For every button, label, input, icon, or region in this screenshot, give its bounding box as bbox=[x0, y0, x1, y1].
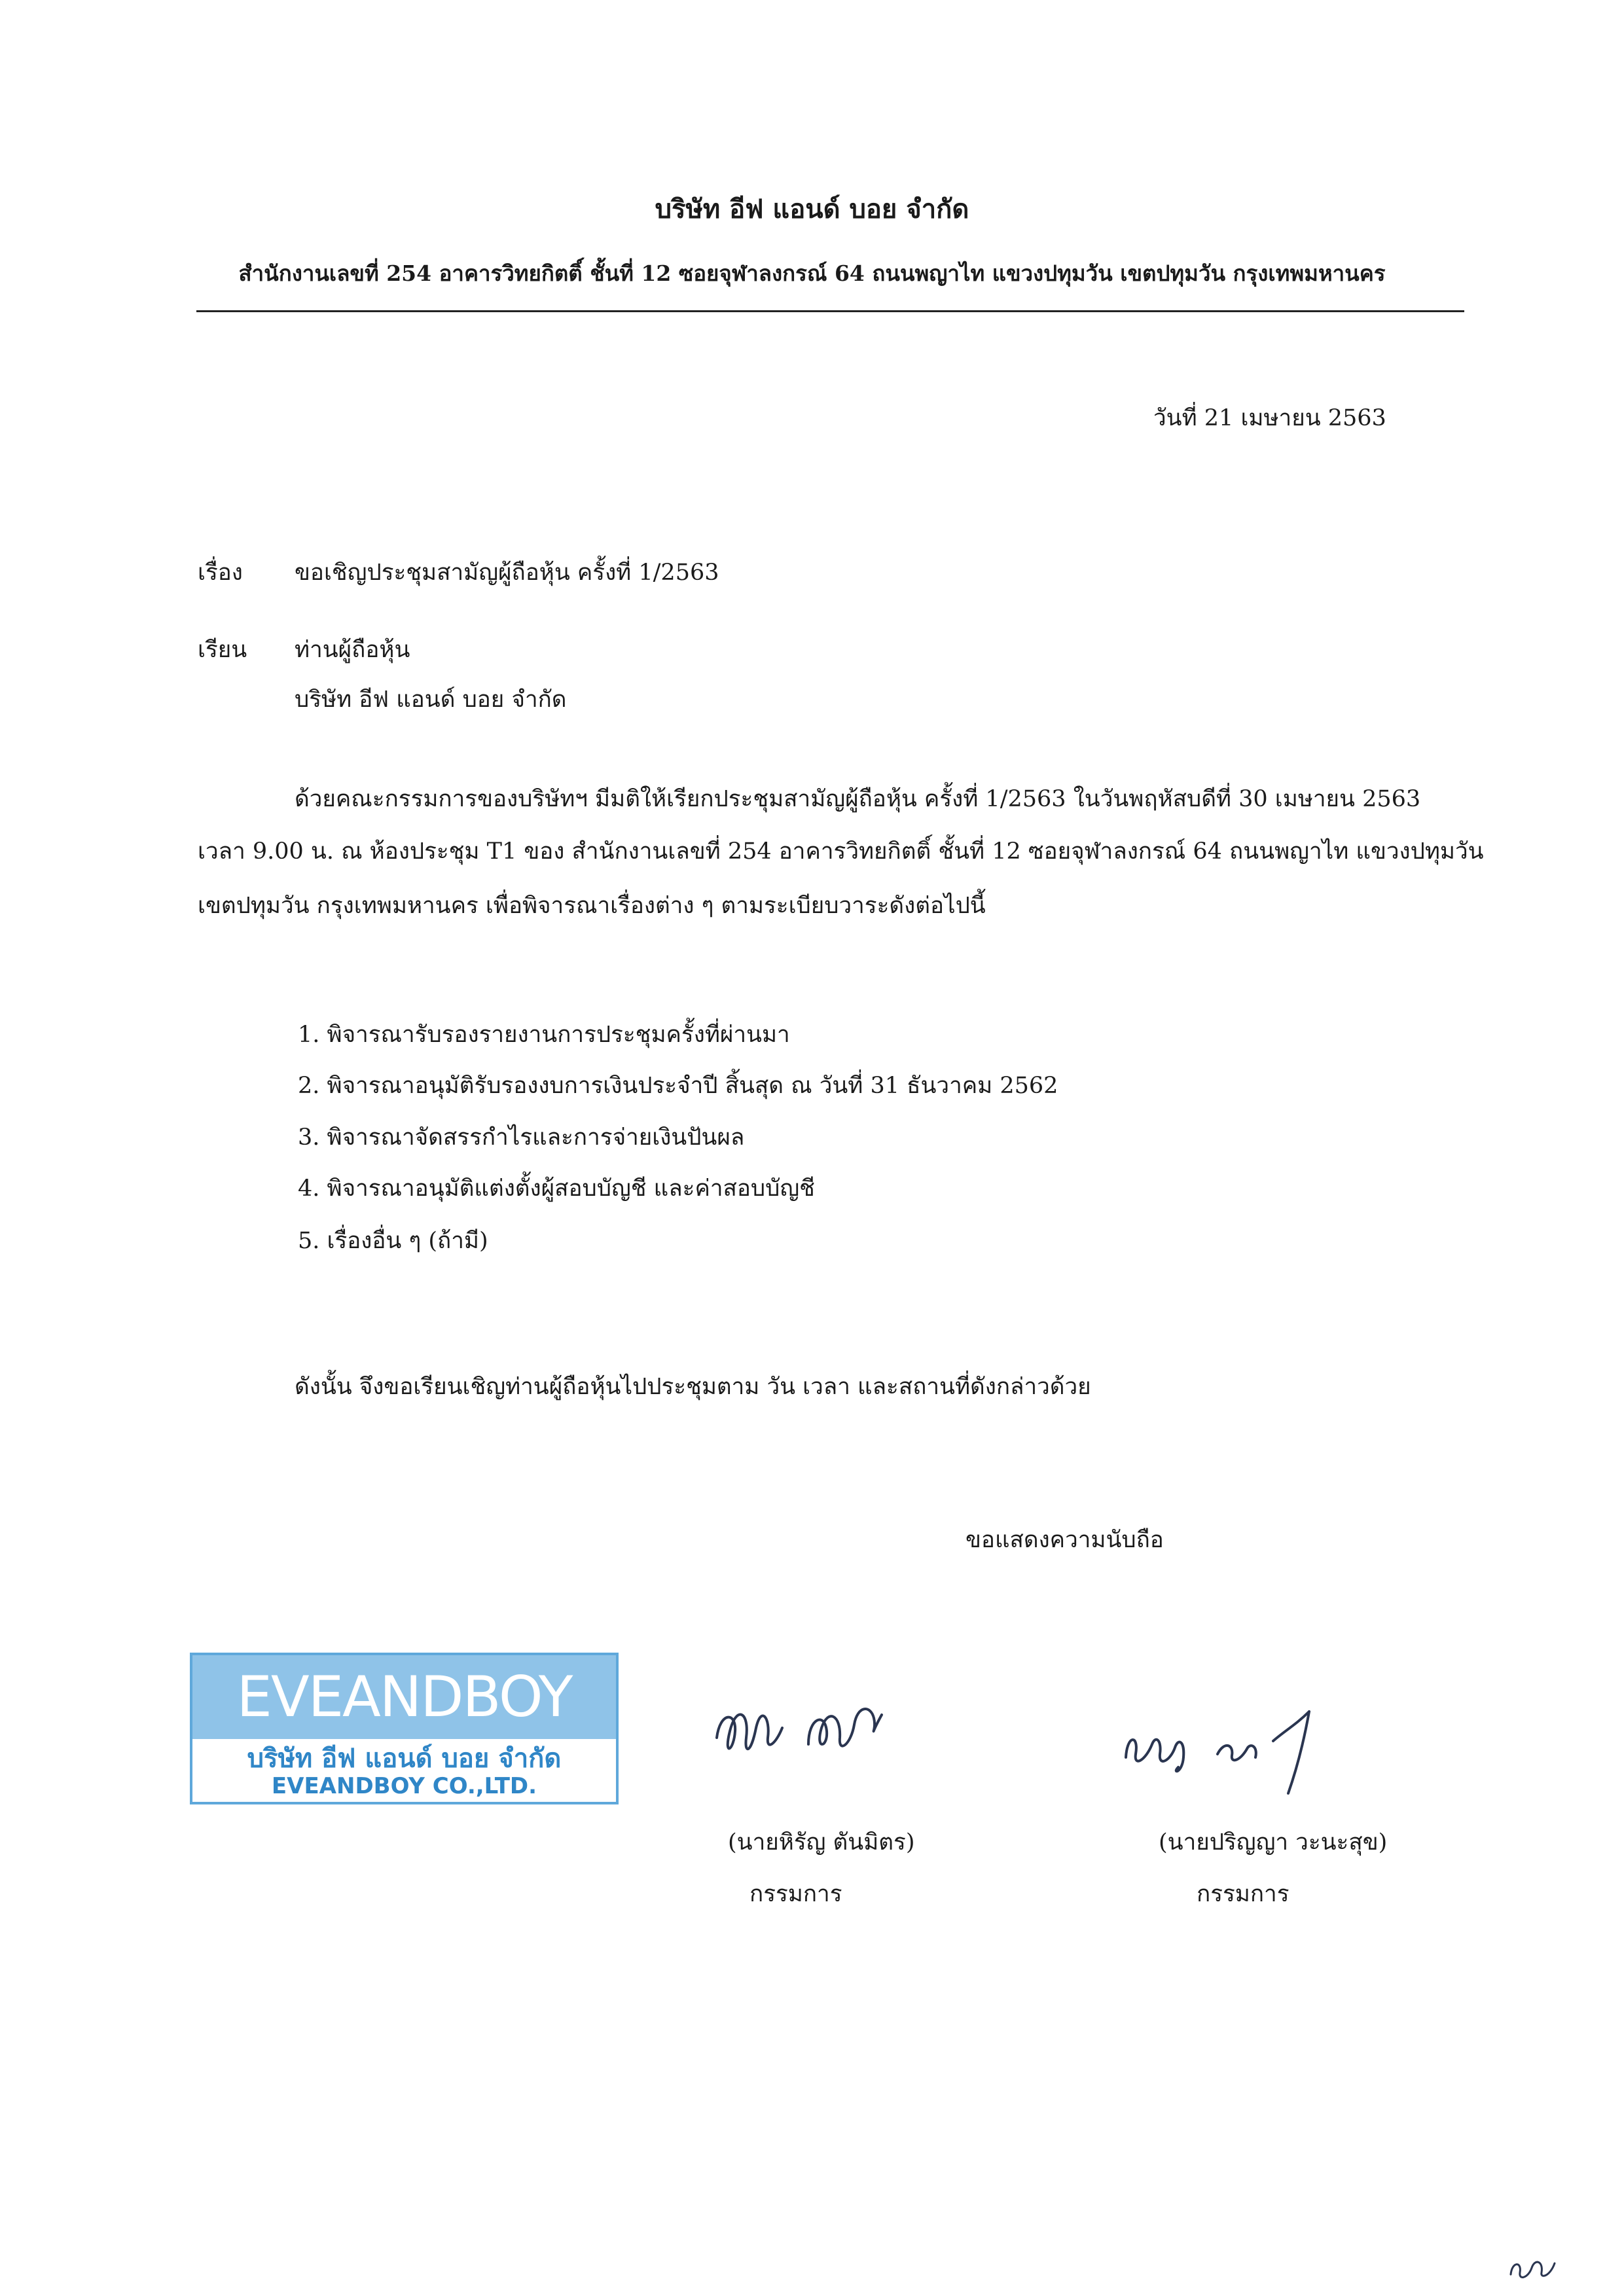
body-line-3: เขตปทุมวัน กรุงเทพมหานคร เพื่อพิจารณาเรื่องต่าง ๆ ตามระเบียบวาระดังต่อไปนี้ bbox=[198, 893, 986, 919]
agenda-item: 2. พิจารณาอนุมัติรับรองงบการเงินประจำปี สิ้นสุด ณ วันที่ 31 ธันวาคม 2562 bbox=[298, 1073, 1058, 1099]
company-address: สำนักงานเลขที่ 254 อาคารวิทยกิตติ์ ชั้นที่ 12 ซอยจุฬาลงกรณ์ 64 ถนนพญาไท แขวงปทุมวัน เขตปทุมวัน กรุงเทพมหานคร bbox=[238, 260, 1386, 286]
header-divider bbox=[196, 310, 1464, 312]
company-stamp bbox=[190, 1653, 619, 1804]
stamp-brand: EVEANDBOY bbox=[192, 1655, 616, 1739]
signatory-1-name: (นายหิรัญ ตันมิตร) bbox=[728, 1829, 915, 1856]
closing-regards: ขอแสดงความนับถือ bbox=[965, 1527, 1164, 1553]
addressee-line-2: บริษัท อีฟ แอนด์ บอย จำกัด bbox=[295, 687, 567, 713]
company-name: บริษัท อีฟ แอนด์ บอย จำกัด bbox=[655, 194, 969, 224]
signature-2 bbox=[1113, 1695, 1329, 1813]
signatory-2-title: กรรมการ bbox=[1197, 1881, 1290, 1907]
addressee-label: เรียน bbox=[198, 637, 247, 663]
signatory-1-title: กรรมการ bbox=[749, 1881, 842, 1907]
body-line-1: ด้วยคณะกรรมการของบริษัทฯ มีมติให้เรียกประชุมสามัญผู้ถือหุ้น ครั้งที่ 1/2563 ในวันพฤหัสบดีที่ 30 เมษายน 2563 bbox=[295, 786, 1421, 812]
stamp-thai-name: บริษัท อีฟ แอนด์ บอย จำกัด bbox=[247, 1744, 562, 1774]
body-line-2: เวลา 9.00 น. ณ ห้องประชุม T1 ของ สำนักงานเลขที่ 254 อาคารวิทยกิตติ์ ชั้นที่ 12 ซอยจุฬาลงกรณ์ 64 ถนนพญาไท แขวงปทุมวัน bbox=[198, 838, 1484, 865]
letter-date: วันที่ 21 เมษายน 2563 bbox=[1153, 405, 1386, 431]
agenda-item: 4. พิจารณาอนุมัติแต่งตั้งผู้สอบบัญชี และค่าสอบบัญชี bbox=[298, 1175, 815, 1202]
stamp-english-name: EVEANDBOY CO.,LTD. bbox=[271, 1773, 537, 1799]
subject-text: ขอเชิญประชุมสามัญผู้ถือหุ้น ครั้งที่ 1/2563 bbox=[295, 560, 719, 586]
agenda-item: 5. เรื่องอื่น ๆ (ถ้ามี) bbox=[298, 1228, 488, 1254]
addressee-line-1: ท่านผู้ถือหุ้น bbox=[295, 637, 410, 663]
agenda-item: 1. พิจารณารับรองรายงานการประชุมครั้งที่ผ่านมา bbox=[298, 1022, 790, 1048]
signatory-2-name: (นายปริญญา วะนะสุข) bbox=[1159, 1829, 1388, 1856]
signature-1 bbox=[710, 1692, 907, 1770]
corner-initials bbox=[1506, 2251, 1564, 2284]
closing-paragraph: ดังนั้น จึงขอเรียนเชิญท่านผู้ถือหุ้นไปประชุมตาม วัน เวลา และสถานที่ดังกล่าวด้วย bbox=[295, 1374, 1091, 1400]
subject-label: เรื่อง bbox=[198, 560, 243, 586]
agenda-item: 3. พิจารณาจัดสรรกำไรและการจ่ายเงินปันผล bbox=[298, 1124, 745, 1151]
